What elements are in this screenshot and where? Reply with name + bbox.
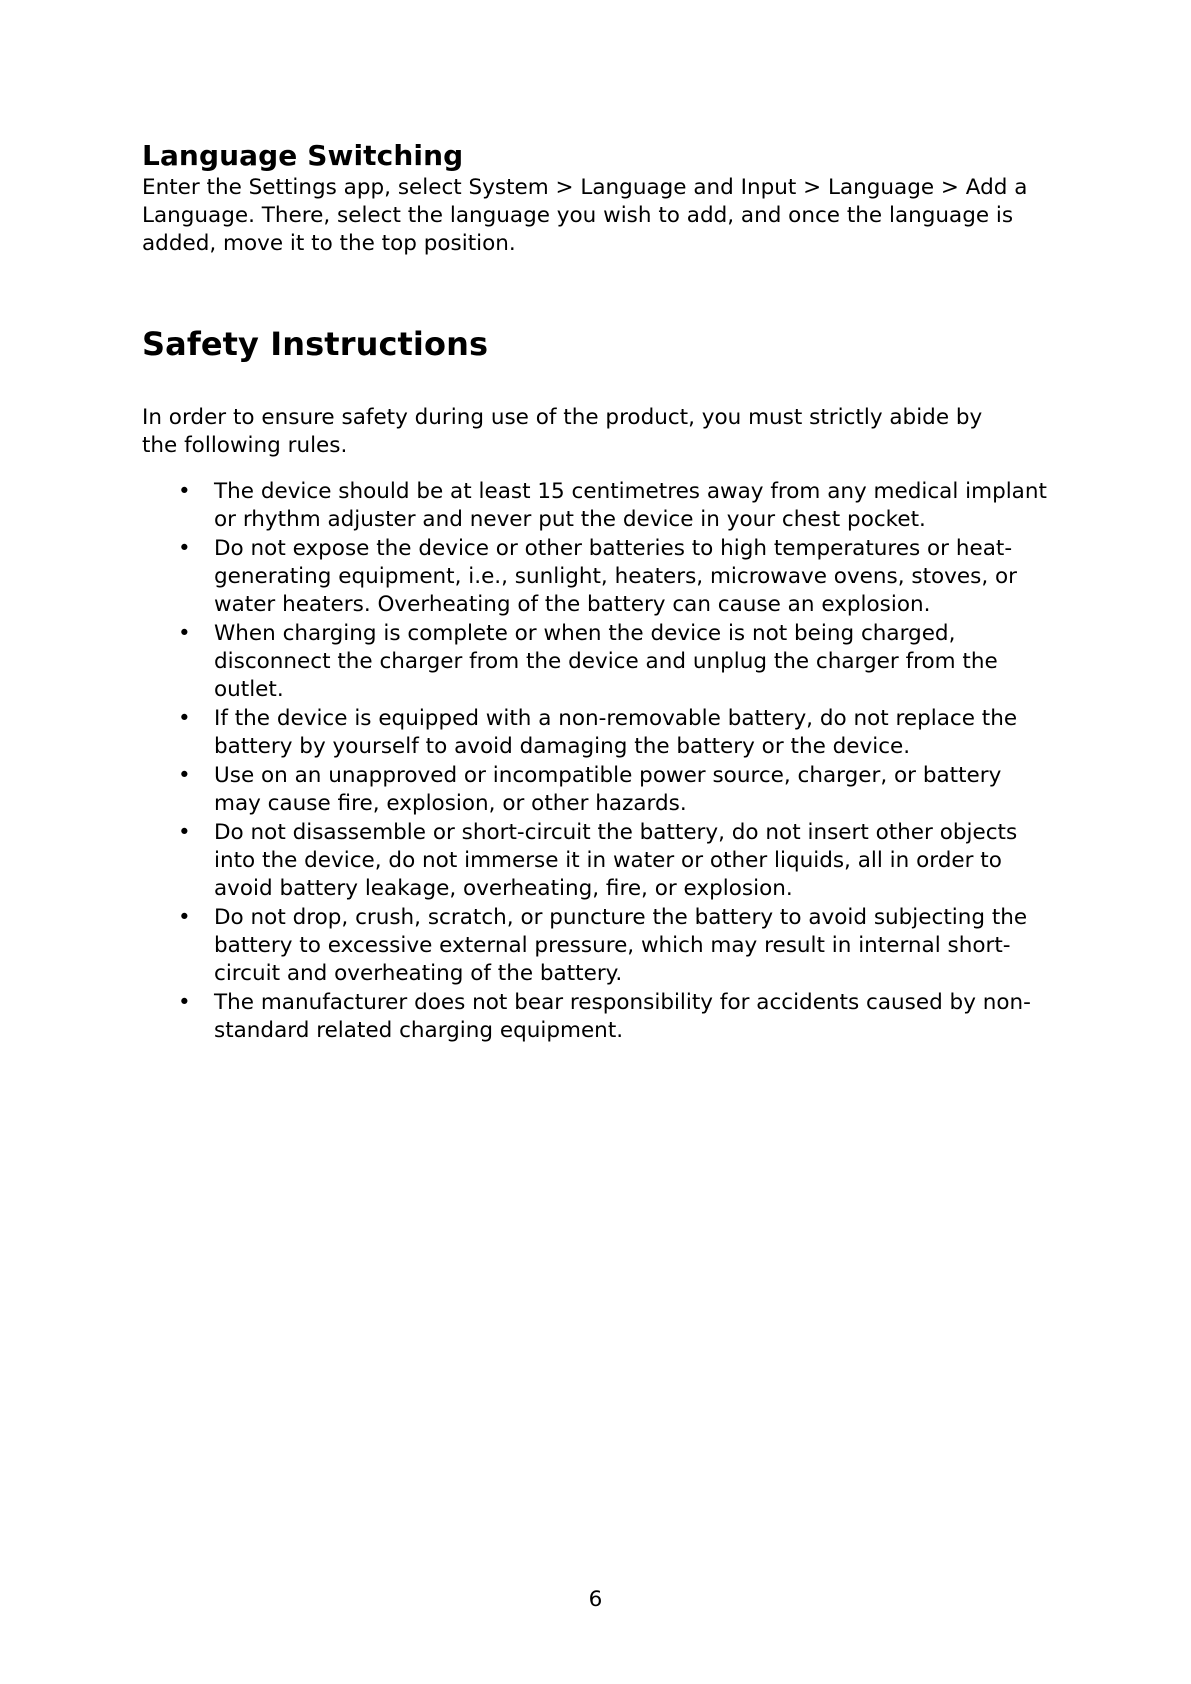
language-switching-body: Enter the Settings app, select System > Language and Input > Language > Add a Language. There, select the language you wish to add, and once the language is added, move it to the top position. bbox=[142, 175, 1028, 256]
language-switching-heading: Language Switching bbox=[142, 139, 464, 172]
bullet-icon: • bbox=[178, 763, 191, 788]
rule-text: Do not drop, crush, scratch, or puncture the battery to avoid subjecting the battery to excessive external pressure, which may result in internal short-circuit and overheating of the battery. bbox=[214, 905, 1028, 986]
safety-instructions-heading: Safety Instructions bbox=[142, 325, 489, 363]
rule-text: If the device is equipped with a non-removable battery, do not replace the battery by yourself to avoid damaging the battery or the device. bbox=[214, 706, 1018, 759]
page-content bbox=[142, 138, 1062, 1046]
list-item bbox=[142, 535, 1054, 619]
list-item bbox=[142, 989, 1054, 1045]
bullet-icon: • bbox=[178, 479, 191, 504]
list-item bbox=[142, 762, 1054, 818]
bullet-icon: • bbox=[178, 706, 191, 731]
rule-text: When charging is complete or when the device is not being charged, disconnect the charger from the device and unplug the charger from the outlet. bbox=[214, 621, 998, 702]
bullet-icon: • bbox=[178, 621, 191, 646]
bullet-icon: • bbox=[178, 905, 191, 930]
list-item bbox=[142, 705, 1054, 761]
safety-intro-paragraph: In order to ensure safety during use of the product, you must strictly abide by the following rules. bbox=[142, 405, 983, 458]
rule-text: The device should be at least 15 centimetres away from any medical implant or rhythm adjuster and never put the device in your chest pocket. bbox=[214, 479, 1047, 532]
list-item bbox=[142, 478, 1054, 534]
rule-text: The manufacturer does not bear responsibility for accidents caused by non-standard related charging equipment. bbox=[214, 990, 1031, 1043]
rule-text: Do not disassemble or short-circuit the battery, do not insert other objects into the device, do not immerse it in water or other liquids, all in order to avoid battery leakage, overheating, fire, or explosion. bbox=[214, 820, 1018, 901]
list-item bbox=[142, 620, 1054, 704]
safety-rules-list bbox=[142, 478, 1062, 1045]
rule-text: Do not expose the device or other batteries to high temperatures or heat-generating equipment, i.e., sunlight, heaters, microwave ovens, stoves, or water heaters. Overheating of the battery can cause an explosion. bbox=[214, 536, 1017, 617]
page-number: 6 bbox=[588, 1587, 603, 1612]
bullet-icon: • bbox=[178, 990, 191, 1015]
list-item bbox=[142, 819, 1054, 903]
list-item bbox=[142, 904, 1054, 988]
bullet-icon: • bbox=[178, 536, 191, 561]
rule-text: Use on an unapproved or incompatible power source, charger, or battery may cause fire, explosion, or other hazards. bbox=[214, 763, 1002, 816]
bullet-icon: • bbox=[178, 820, 191, 845]
